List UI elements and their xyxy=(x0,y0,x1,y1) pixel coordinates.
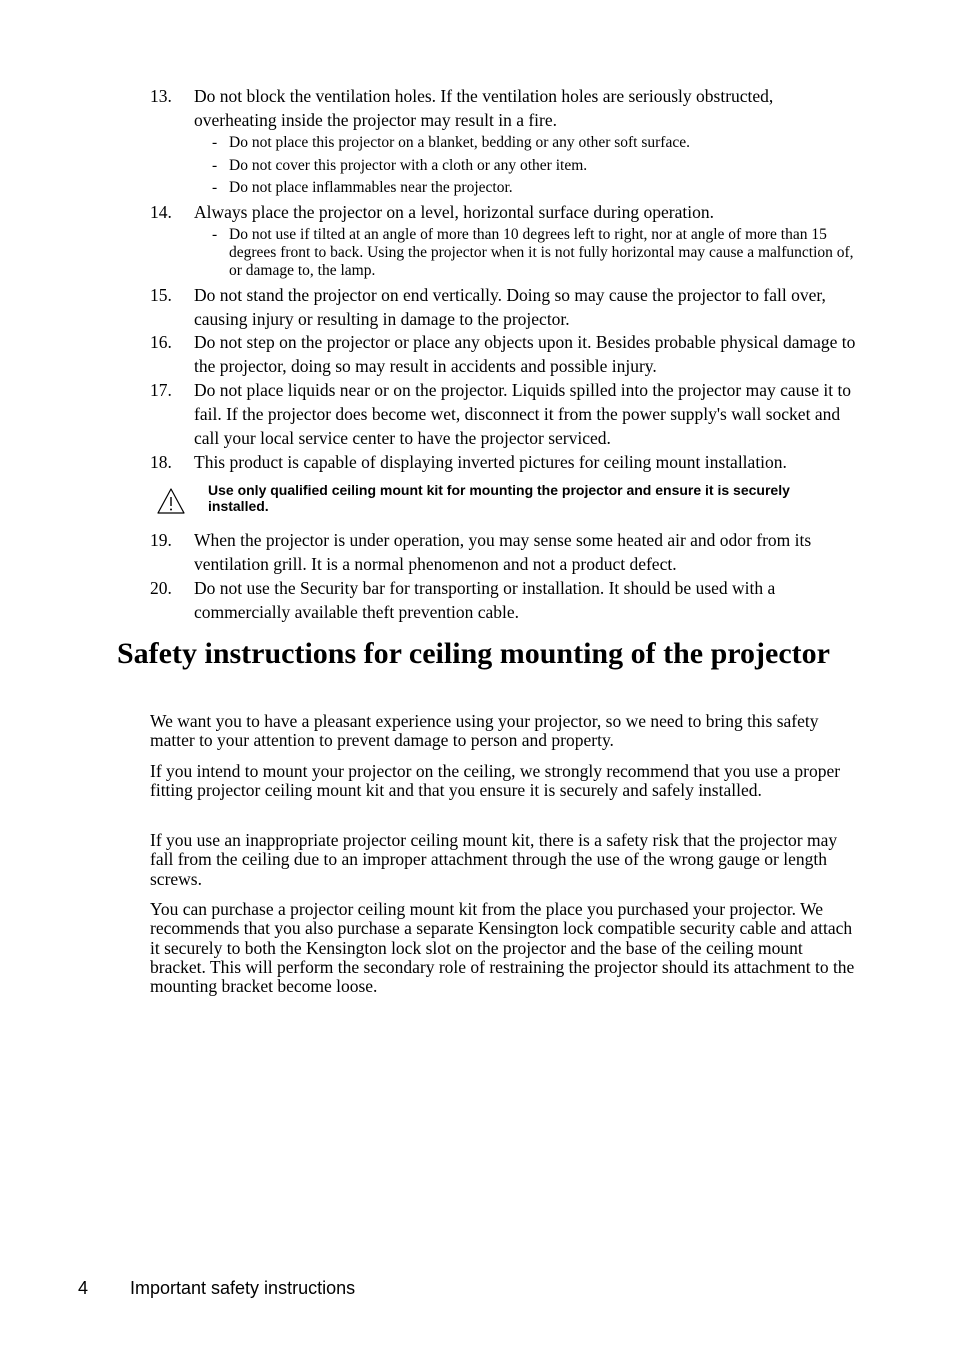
dash-bullet: - xyxy=(212,134,218,151)
item-text: Do not block the ventilation holes. If the ventilation holes are seriously obstructed, overheating inside the projector may result in a fire. xyxy=(194,86,774,130)
item-text: Do not place liquids near or on the projector. Liquids spilled into the projector may cause it to fail. If the projector does become wet, disconnect it from the power supply's wall socket and call your local service center to have the projector serviced. xyxy=(194,380,852,448)
paragraph: If you intend to mount your projector on the ceiling, we strongly recommend that you use a proper fitting projector ceiling mount kit and that you ensure it is securely and safely installed. xyxy=(150,761,841,801)
warning-text: Use only qualified ceiling mount kit for mounting the projector and ensure it is securely installed. xyxy=(208,482,790,514)
page-number: 4 xyxy=(78,1278,89,1298)
dash-bullet: - xyxy=(212,179,218,196)
item-number: 18. xyxy=(150,452,172,472)
item-text: Do not use the Security bar for transporting or installation. It should be used with a commercially available theft prevention cable. xyxy=(194,578,776,622)
sub-item-text: Do not place inflammables near the projector. xyxy=(229,179,513,196)
item-number: 16. xyxy=(150,332,172,352)
item-text: When the projector is under operation, you may sense some heated air and odor from its ventilation grill. It is a normal phenomenon and not a product defect. xyxy=(194,530,812,574)
warning-note xyxy=(150,482,860,522)
item-text: Always place the projector on a level, horizontal surface during operation. xyxy=(194,202,714,222)
item-text: This product is capable of displaying inverted pictures for ceiling mount installation. xyxy=(194,452,787,472)
sub-item-text: Do not place this projector on a blanket, bedding or any other soft surface. xyxy=(229,134,690,151)
item-text: Do not stand the projector on end vertically. Doing so may cause the projector to fall over, causing injury or resulting in damage to the projector. xyxy=(194,285,826,329)
dash-bullet: - xyxy=(212,157,218,174)
dash-bullet: - xyxy=(212,226,218,243)
sub-item-text: Do not cover this projector with a cloth or any other item. xyxy=(229,157,588,174)
item-number: 14. xyxy=(150,202,172,222)
item-number: 15. xyxy=(150,285,172,305)
sub-item-text: Do not use if tilted at an angle of more than 10 degrees left to right, nor at angle of more than 15 degrees front to back. Using the projector when it is not fully horizontal may cause a malfunction of, or damage to, the lamp. xyxy=(229,226,854,279)
paragraph: If you use an inappropriate projector ceiling mount kit, there is a safety risk that the projector may fall from the ceiling due to an improper attachment through the use of the wrong gauge or length screws. xyxy=(150,830,838,889)
item-number: 17. xyxy=(150,380,172,400)
warning-triangle-icon xyxy=(156,487,186,515)
footer-title: Important safety instructions xyxy=(130,1278,356,1298)
paragraph: We want you to have a pleasant experience using your projector, so we need to bring this safety matter to your attention to prevent damage to person and property. xyxy=(150,711,819,751)
paragraph: You can purchase a projector ceiling mount kit from the place you purchased your projector. We recommends that you also purchase a separate Kensington lock compatible security cable and attach it securely to both the Kensington lock slot on the projector and the base of the ceiling mount bracket. This will perform the secondary role of restraining the projector should its attachment to the mounting bracket become loose. xyxy=(150,899,855,997)
item-number: 19. xyxy=(150,530,172,550)
item-text: Do not step on the projector or place any objects upon it. Besides probable physical damage to the projector, doing so may result in accidents and possible injury. xyxy=(194,332,856,376)
section-heading: Safety instructions for ceiling mounting of the projector xyxy=(117,637,830,670)
item-number: 20. xyxy=(150,578,172,598)
item-number: 13. xyxy=(150,86,172,106)
